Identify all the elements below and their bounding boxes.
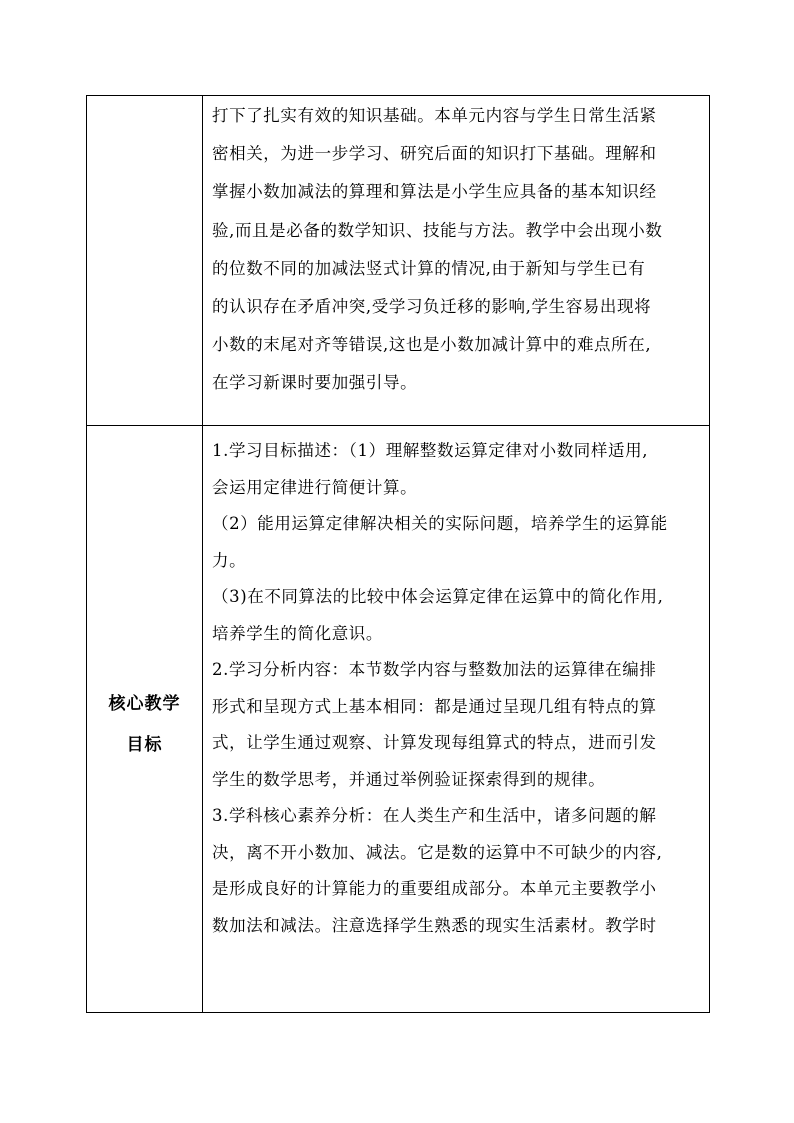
text-line: 验,而且是必备的数学知识、技能与方法。教学中会出现小数 [212,220,663,240]
row-label-cell-empty [87,96,203,426]
text-line: 式，让学生通过观察、计算发现每组算式的特点，进而引发 [212,733,657,752]
text-line: 的认识存在矛盾冲突,受学习负迁移的影响,学生容易出现将 [212,297,652,317]
text-line: 小数的末尾对齐等错误,这也是小数加减计算中的难点所在, [212,335,652,355]
text-line: 会运用定律进行简便计算。 [212,477,418,497]
text-line: 的位数不同的加减法竖式计算的情况,由于新知与学生已有 [212,258,646,278]
label-line-2: 目标 [126,735,163,755]
text-line: 学生的数学思考，并通过举例验证探索得到的规律。 [212,769,606,789]
lesson-plan-table [86,95,710,1013]
text-line: 在学习新课时要加强引导。 [212,373,418,393]
text-line: 数加法和减法。注意选择学生熟悉的现实生活素材。教学时 [212,915,657,935]
text-line: 2.学习分析内容：本节数学内容与整数加法的运算律在编排 [212,660,657,679]
core-goals-text-block [203,426,709,944]
core-goals-label [109,684,181,766]
label-line-1: 核心教学 [108,694,181,714]
table-row-background [87,96,710,426]
table-row-core-goals [87,426,710,1013]
text-line: 密相关，为进一步学习、研究后面的知识打下基础。理解和 [212,144,657,164]
text-line: （3)在不同算法的比较中体会运算定律在运算中的简化作用, [212,587,664,606]
background-paragraph [212,97,701,403]
text-line: 力。 [212,550,247,570]
text-line: 打下了扎实有效的知识基础。本单元内容与学生日常生活紧 [212,106,657,125]
background-text-block [203,96,709,403]
text-line: 3.学科核心素养分析：在人类生产和生活中，诸多问题的解 [212,806,657,825]
row-label-cell [87,426,203,1013]
row-content-cell [203,426,710,1013]
text-line: （2）能用运算定律解决相关的实际问题，培养学生的运算能 [212,514,668,533]
text-line: 决，离不开小数加、减法。它是数的运算中不可缺少的内容, [212,842,663,862]
text-line: 掌握小数加减法的算理和算法是小学生应具备的基本知识经 [212,182,657,202]
row-content-cell [203,96,710,426]
text-line: 1.学习目标描述：（1）理解整数运算定律对小数同样适用, [212,441,649,460]
text-line: 形式和呈现方式上基本相同：都是通过呈现几组有特点的算 [212,696,657,716]
text-line: 培养学生的简化意识。 [212,623,383,643]
text-line: 是形成良好的计算能力的重要组成部分。本单元主要教学小 [212,879,657,898]
core-goals-paragraph [212,433,701,944]
